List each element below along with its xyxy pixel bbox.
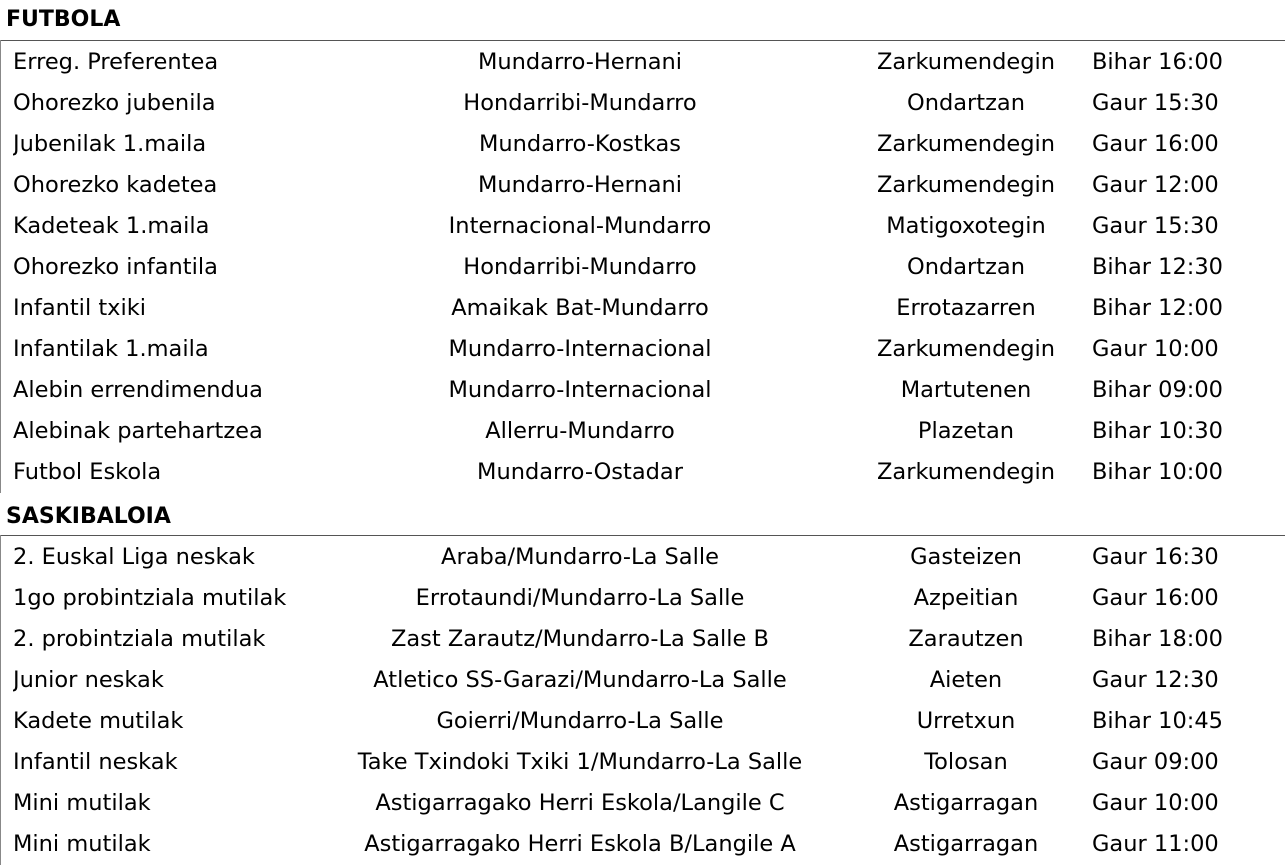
section-divider (0, 535, 1285, 536)
match-cell: Hondarribi-Mundarro (463, 90, 697, 116)
venue-cell: Zarkumendegin (877, 459, 1055, 485)
venue-cell: Astigarragan (893, 831, 1039, 857)
time-cell: Bihar 12:00 (1092, 295, 1223, 321)
venue-cell: Zarkumendegin (877, 49, 1055, 75)
table-row (0, 288, 1285, 329)
table-row (0, 660, 1285, 701)
match-cell: Take Txindoki Txiki 1/Mundarro-La Salle (357, 749, 803, 775)
venue-cell: Matigoxotegin (886, 213, 1046, 239)
time-cell: Gaur 15:30 (1092, 90, 1219, 116)
category-cell: Infantil txiki (13, 295, 147, 321)
category-cell: Ohorezko jubenila (13, 90, 216, 116)
venue-cell: Gasteizen (910, 544, 1022, 570)
match-cell: Araba/Mundarro-La Salle (441, 544, 719, 570)
time-cell: Bihar 18:00 (1092, 626, 1223, 652)
venue-cell: Zarkumendegin (877, 336, 1055, 362)
table-row (0, 42, 1285, 83)
section-divider (0, 40, 1285, 41)
venue-cell: Urretxun (916, 708, 1016, 734)
category-cell: Kadete mutilak (13, 708, 184, 734)
category-cell: Infantil neskak (13, 749, 178, 775)
table-row (0, 578, 1285, 619)
table-row (0, 83, 1285, 124)
category-cell: Junior neskak (13, 667, 164, 693)
time-cell: Gaur 11:00 (1092, 831, 1219, 857)
table-row (0, 411, 1285, 452)
table-row (0, 452, 1285, 493)
match-cell: Mundarro-Internacional (448, 377, 712, 403)
table-row (0, 165, 1285, 206)
match-cell: Mundarro-Ostadar (477, 459, 683, 485)
time-cell: Gaur 16:30 (1092, 544, 1219, 570)
venue-cell: Aieten (929, 667, 1003, 693)
match-cell: Atletico SS-Garazi/Mundarro-La Salle (373, 667, 787, 693)
time-cell: Bihar 12:30 (1092, 254, 1223, 280)
match-cell: Astigarragako Herri Eskola/Langile C (375, 790, 785, 816)
table-row (0, 206, 1285, 247)
match-cell: Hondarribi-Mundarro (463, 254, 697, 280)
venue-cell: Martutenen (900, 377, 1032, 403)
match-cell: Amaikak Bat-Mundarro (451, 295, 709, 321)
category-cell: Erreg. Preferentea (13, 49, 219, 75)
table-row (0, 124, 1285, 165)
match-cell: Mundarro-Hernani (477, 49, 683, 75)
table-row (0, 537, 1285, 578)
table-row (0, 370, 1285, 411)
venue-cell: Ondartzan (907, 90, 1025, 116)
match-cell: Allerru-Mundarro (485, 418, 675, 444)
venue-cell: Errotazarren (896, 295, 1036, 321)
time-cell: Gaur 15:30 (1092, 213, 1219, 239)
time-cell: Bihar 10:00 (1092, 459, 1223, 485)
category-cell: Jubenilak 1.maila (13, 131, 207, 157)
table-row (0, 247, 1285, 288)
category-cell: Ohorezko infantila (13, 254, 218, 280)
venue-cell: Astigarragan (893, 790, 1039, 816)
table-row (0, 783, 1285, 824)
time-cell: Gaur 10:00 (1092, 790, 1219, 816)
table-row (0, 701, 1285, 742)
match-cell: Zast Zarautz/Mundarro-La Salle B (390, 626, 769, 652)
time-cell: Bihar 16:00 (1092, 49, 1223, 75)
table-row (0, 742, 1285, 783)
table-row (0, 824, 1285, 865)
venue-cell: Ondartzan (907, 254, 1025, 280)
category-cell: 1go probintziala mutilak (13, 585, 287, 611)
category-cell: Alebin errendimendua (13, 377, 263, 403)
venue-cell: Zarkumendegin (877, 131, 1055, 157)
time-cell: Gaur 16:00 (1092, 131, 1219, 157)
match-cell: Mundarro-Kostkas (478, 131, 681, 157)
category-cell: Ohorezko kadetea (13, 172, 218, 198)
time-cell: Gaur 12:00 (1092, 172, 1219, 198)
time-cell: Gaur 10:00 (1092, 336, 1219, 362)
category-cell: 2. probintziala mutilak (13, 626, 266, 652)
match-cell: Goierri/Mundarro-La Salle (436, 708, 724, 734)
section-title: FUTBOLA (6, 7, 121, 32)
time-cell: Gaur 09:00 (1092, 749, 1219, 775)
venue-cell: Zarautzen (908, 626, 1024, 652)
category-cell: Infantilak 1.maila (13, 336, 209, 362)
venue-cell: Plazetan (917, 418, 1015, 444)
venue-cell: Tolosan (924, 749, 1008, 775)
match-cell: Internacional-Mundarro (448, 213, 712, 239)
match-cell: Astigarragako Herri Eskola B/Langile A (364, 831, 796, 857)
match-cell: Errotaundi/Mundarro-La Salle (415, 585, 745, 611)
category-cell: Alebinak partehartzea (13, 418, 263, 444)
time-cell: Bihar 09:00 (1092, 377, 1223, 403)
category-cell: 2. Euskal Liga neskak (13, 544, 255, 570)
category-cell: Futbol Eskola (13, 459, 162, 485)
category-cell: Mini mutilak (13, 790, 151, 816)
time-cell: Gaur 16:00 (1092, 585, 1219, 611)
match-cell: Mundarro-Hernani (477, 172, 683, 198)
table-row (0, 619, 1285, 660)
venue-cell: Azpeitian (913, 585, 1019, 611)
time-cell: Gaur 12:30 (1092, 667, 1219, 693)
category-cell: Mini mutilak (13, 831, 151, 857)
match-cell: Mundarro-Internacional (448, 336, 712, 362)
time-cell: Bihar 10:30 (1092, 418, 1223, 444)
table-row (0, 329, 1285, 370)
time-cell: Bihar 10:45 (1092, 708, 1223, 734)
section-title: SASKIBALOIA (6, 504, 171, 529)
venue-cell: Zarkumendegin (877, 172, 1055, 198)
category-cell: Kadeteak 1.maila (13, 213, 210, 239)
